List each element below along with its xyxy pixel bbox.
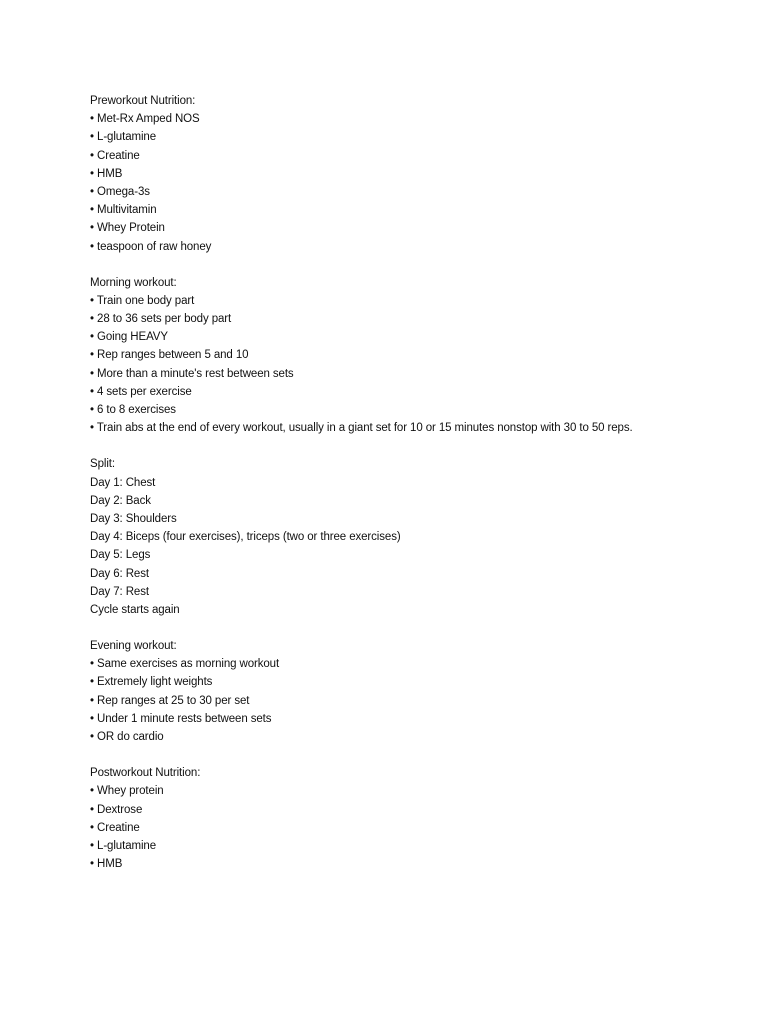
section-heading: Preworkout Nutrition: <box>90 95 196 107</box>
section-heading: Evening workout: <box>90 640 177 653</box>
list-item: • 28 to 36 sets per body part <box>90 313 232 326</box>
list-item: • Creatine <box>90 821 140 834</box>
list-item: • Same exercises as morning workout <box>90 658 280 671</box>
list-item: Day 4: Biceps (four exercises), triceps (two or three exercises) <box>90 531 401 544</box>
list-item: • Omega-3s <box>90 185 150 198</box>
split-section <box>90 455 730 619</box>
list-item: • Train abs at the end of every workout, usually in a giant set for 10 or 15 minutes nonstop with 30 to 50 reps. <box>90 422 633 435</box>
list-item: • Rep ranges between 5 and 10 <box>90 349 249 362</box>
list-item: • Going HEAVY <box>90 331 168 344</box>
list-item: Day 3: Shoulders <box>90 512 177 525</box>
preworkout-nutrition-section <box>90 92 730 256</box>
section-heading: Morning workout: <box>90 276 177 289</box>
evening-workout-section <box>90 637 730 746</box>
list-item: • L-glutamine <box>90 131 157 144</box>
list-item: • Rep ranges at 25 to 30 per set <box>90 694 250 707</box>
list-item: • L-glutamine <box>90 839 157 852</box>
section-heading: Postworkout Nutrition: <box>90 767 201 780</box>
postworkout-nutrition-section <box>90 764 730 873</box>
section-heading: Split: <box>90 458 115 471</box>
list-item: • Train one body part <box>90 294 195 307</box>
list-item: Day 1: Chest <box>90 476 156 489</box>
list-item: Day 5: Legs <box>90 549 151 562</box>
list-item: Day 7: Rest <box>90 585 149 598</box>
list-item: • HMB <box>90 167 123 180</box>
list-item: • teaspoon of raw honey <box>90 240 212 253</box>
list-item: • 6 to 8 exercises <box>90 404 176 416</box>
list-item: • Under 1 minute rests between sets <box>90 712 272 725</box>
list-item: • HMB <box>90 858 123 871</box>
list-item: • Creatine <box>90 149 140 162</box>
list-item: • Dextrose <box>90 803 143 816</box>
list-item: • More than a minute's rest between sets <box>90 367 294 380</box>
list-item: • Extremely light weights <box>90 676 213 689</box>
list-item: • Met-Rx Amped NOS <box>90 113 200 126</box>
list-item: Day 6: Rest <box>90 567 149 580</box>
list-item: • Multivitamin <box>90 204 157 217</box>
list-item: Day 2: Back <box>90 494 151 507</box>
morning-workout-section <box>90 274 730 438</box>
list-item: • OR do cardio <box>90 731 164 743</box>
list-item: • 4 sets per exercise <box>90 385 192 398</box>
list-item: Cycle starts again <box>90 603 180 616</box>
list-item: • Whey protein <box>90 785 164 798</box>
list-item: • Whey Protein <box>90 222 165 235</box>
document-page <box>90 92 730 891</box>
